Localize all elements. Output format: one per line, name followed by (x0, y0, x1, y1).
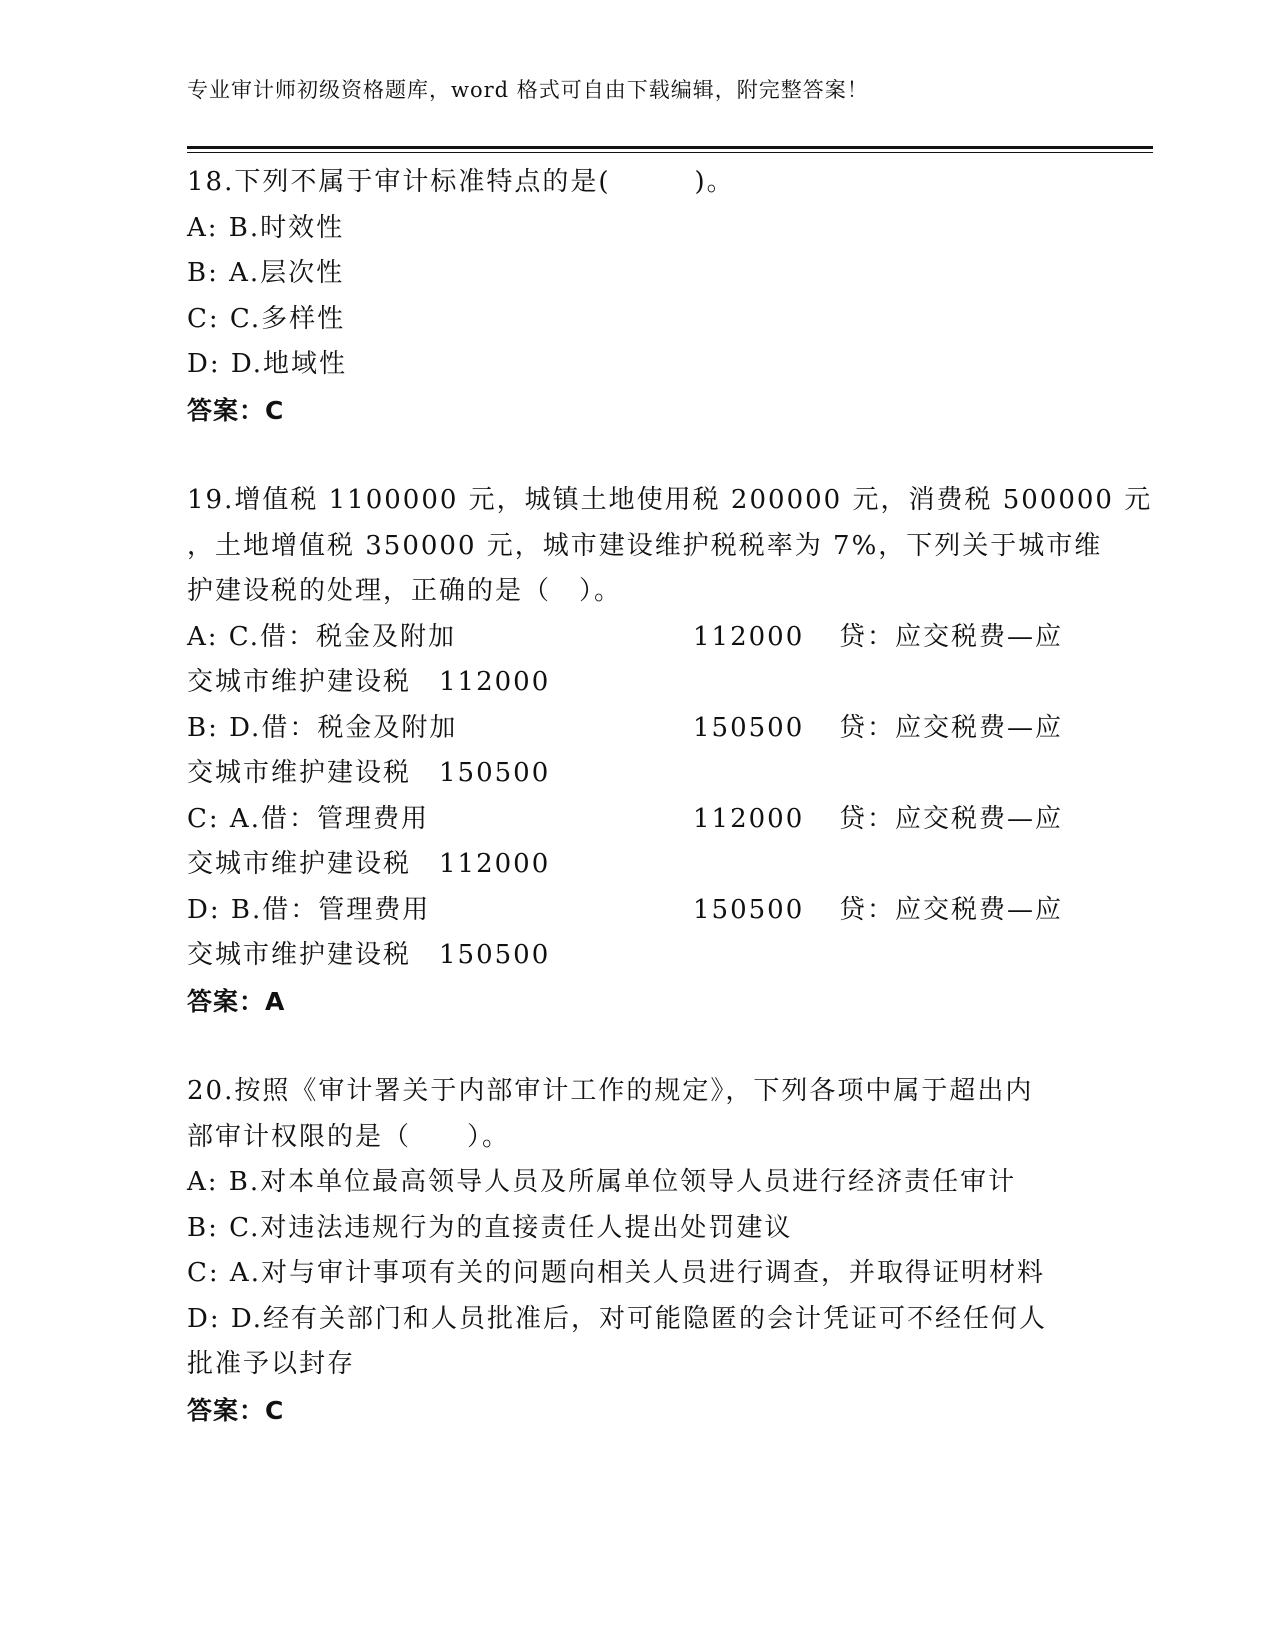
option-c: C: C.多样性 (187, 303, 346, 334)
option-a: A: B.时效性 (187, 212, 345, 243)
entry-amount: 112000 (693, 803, 805, 834)
question-20 (187, 1069, 1087, 1433)
question-stem: ，土地增值税 350000 元，城市建设维护税税率为 7%，下列关于城市维 (187, 530, 1103, 561)
question-18 (187, 160, 1087, 433)
entry-amount: 150500 (693, 894, 805, 925)
option-b: B: C.对违法违规行为的直接责任人提出处罚建议 (187, 1212, 793, 1243)
header-divider-thin (187, 152, 1153, 153)
option-a-continued: 交城市维护建设税 112000 (187, 667, 551, 697)
option-c: C: A.对与审计事项有关的问题向相关人员进行调查，并取得证明材料 (187, 1258, 1045, 1288)
entry-amount: 112000 (693, 621, 805, 652)
debit-entry: B: D.借：税金及附加 (187, 712, 458, 743)
option-d-continued: 批准予以封存 (187, 1349, 356, 1379)
credit-entry: 贷：应交税费—应 (839, 712, 1064, 743)
option-a: A: B.对本单位最高领导人员及所属单位领导人员进行经济责任审计 (187, 1167, 1017, 1197)
option-d (187, 888, 1087, 934)
option-a (187, 615, 1087, 661)
question-stem: 19.增值税 1100000 元，城镇土地使用税 200000 元，消费税 500000 元 (187, 485, 1153, 515)
question-stem: 部审计权限的是（ ）。 (187, 1121, 511, 1152)
question-list (187, 160, 1153, 1433)
credit-entry: 贷：应交税费—应 (839, 621, 1064, 652)
debit-entry: D: B.借：管理费用 (187, 894, 431, 925)
option-d: D: D.地域性 (187, 349, 348, 379)
answer-label: 答案：A (187, 986, 286, 1016)
option-b-continued: 交城市维护建设税 150500 (187, 758, 551, 788)
question-stem: 护建设税的处理，正确的是（ ）。 (187, 576, 623, 606)
debit-entry: A: C.借：税金及附加 (187, 621, 457, 652)
option-b (187, 706, 1087, 752)
question-stem: 18.下列不属于审计标准特点的是( )。 (187, 167, 735, 197)
question-stem: 20.按照《审计署关于内部审计工作的规定》，下列各项中属于超出内 (187, 1076, 1034, 1106)
credit-entry: 贷：应交税费—应 (839, 803, 1064, 834)
option-c (187, 797, 1087, 843)
entry-amount: 150500 (693, 712, 805, 743)
question-19 (187, 478, 1153, 1024)
option-b: B: A.层次性 (187, 258, 345, 288)
option-d-continued: 交城市维护建设税 150500 (187, 940, 551, 970)
page-header: 专业审计师初级资格题库，word 格式可自由下载编辑，附完整答案！ (187, 78, 869, 102)
option-c-continued: 交城市维护建设税 112000 (187, 849, 551, 879)
header-divider-thick (187, 146, 1153, 149)
credit-entry: 贷：应交税费—应 (839, 894, 1064, 925)
option-d: D: D.经有关部门和人员批准后，对可能隐匿的会计凭证可不经任何人 (187, 1303, 1048, 1334)
debit-entry: C: A.借：管理费用 (187, 803, 429, 834)
answer-label: 答案：C (187, 395, 285, 425)
answer-label: 答案：C (187, 1395, 285, 1425)
